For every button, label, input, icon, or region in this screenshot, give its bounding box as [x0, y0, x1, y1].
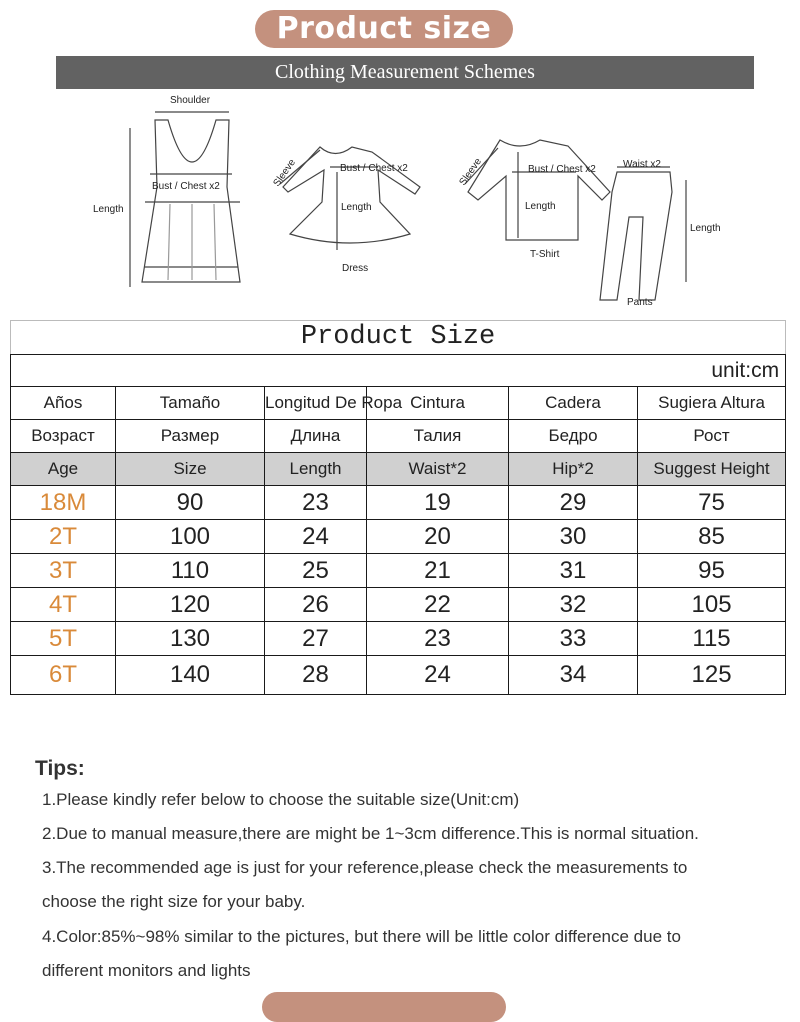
table-cell: 25 [265, 554, 367, 588]
table-cell: 140 [116, 656, 265, 695]
age-cell: 6T [11, 656, 116, 695]
header-cell: Cintura [367, 387, 509, 420]
table-row [11, 622, 786, 656]
table-cell: 31 [509, 554, 638, 588]
unit-label: unit:cm [11, 355, 786, 387]
header-cell: Cadera [509, 387, 638, 420]
table-cell: 100 [116, 520, 265, 554]
header-cell: Размер [116, 420, 265, 453]
pants-waist-label: Waist x2 [623, 159, 661, 170]
pants-name-label: Pants [627, 297, 653, 308]
header-cell: Tamaño [116, 387, 265, 420]
tip-line: 2.Due to manual measure,there are might be 1~3cm difference.This is normal situation. [42, 824, 699, 843]
table-cell: 33 [509, 622, 638, 656]
age-cell: 3T [11, 554, 116, 588]
table-cell: 24 [367, 656, 509, 695]
tips-heading: Tips: [35, 757, 85, 780]
age-cell: 18M [11, 486, 116, 520]
tshirt-sleeve-label: Sleeve [457, 156, 484, 188]
header-cell: Size [116, 453, 265, 486]
header-cell: Longitud De Ropa [265, 387, 367, 420]
table-row [11, 486, 786, 520]
header-cell: Sugiera Altura [638, 387, 786, 420]
table-cell: 75 [638, 486, 786, 520]
header-cell: Hip*2 [509, 453, 638, 486]
tank-length-label: Length [93, 204, 124, 215]
table-row [11, 588, 786, 622]
tank-shoulder-label: Shoulder [170, 95, 211, 106]
header-cell: Талия [367, 420, 509, 453]
table-cell: 90 [116, 486, 265, 520]
header-cell: Возраст [11, 420, 116, 453]
tip-line: 4.Color:85%~98% similar to the pictures, but there will be little color difference due to [42, 927, 681, 946]
dress-sleeve-label: Sleeve [271, 157, 298, 189]
header-cell: Suggest Height [638, 453, 786, 486]
table-cell: 120 [116, 588, 265, 622]
table-cell: 20 [367, 520, 509, 554]
dress-length-label: Length [341, 202, 372, 213]
tshirt-length-label: Length [525, 201, 556, 212]
table-cell: 21 [367, 554, 509, 588]
table-cell: 22 [367, 588, 509, 622]
table-cell: 125 [638, 656, 786, 695]
header-row-russian [11, 420, 786, 453]
size-table [10, 320, 785, 695]
tshirt-name-label: T-Shirt [530, 249, 560, 260]
header-cell: Рост [638, 420, 786, 453]
age-cell: 5T [11, 622, 116, 656]
product-size-banner: Product size [255, 10, 513, 48]
table-cell: 23 [265, 486, 367, 520]
dress-name-label: Dress [342, 263, 369, 274]
table-cell: 95 [638, 554, 786, 588]
header-row-spanish [11, 387, 786, 420]
measurement-diagrams [80, 92, 760, 314]
header-cell: Length [265, 453, 367, 486]
age-cell: 2T [11, 520, 116, 554]
header-cell: Waist*2 [367, 453, 509, 486]
table-cell: 110 [116, 554, 265, 588]
table-cell: 19 [367, 486, 509, 520]
table-cell: 32 [509, 588, 638, 622]
table-cell: 34 [509, 656, 638, 695]
tip-line: 3.The recommended age is just for your reference,please check the measurements to [42, 858, 688, 877]
table-row [11, 554, 786, 588]
header-cell: Age [11, 453, 116, 486]
table-row [11, 520, 786, 554]
tip-line: different monitors and lights [42, 961, 251, 980]
table-cell: 29 [509, 486, 638, 520]
dress-bust-label: Bust / Chest x2 [340, 163, 408, 174]
table-cell: 130 [116, 622, 265, 656]
table-cell: 23 [367, 622, 509, 656]
header-cell: Бедро [509, 420, 638, 453]
pants-length-label: Length [690, 223, 721, 234]
table-row [11, 656, 786, 695]
next-section-banner [262, 992, 506, 1022]
header-cell: Длина [265, 420, 367, 453]
table-cell: 30 [509, 520, 638, 554]
age-cell: 4T [11, 588, 116, 622]
table-cell: 85 [638, 520, 786, 554]
tip-line: choose the right size for your baby. [42, 892, 306, 911]
measurement-scheme-bar: Clothing Measurement Schemes [56, 56, 754, 89]
table-cell: 28 [265, 656, 367, 695]
table-cell: 115 [638, 622, 786, 656]
header-row-english [11, 453, 786, 486]
tank-bust-label: Bust / Chest x2 [152, 181, 220, 192]
table-cell: 27 [265, 622, 367, 656]
table-cell: 24 [265, 520, 367, 554]
table-cell: 105 [638, 588, 786, 622]
tip-line: 1.Please kindly refer below to choose the suitable size(Unit:cm) [42, 790, 520, 809]
header-cell: Años [11, 387, 116, 420]
tshirt-bust-label: Bust / Chest x2 [528, 164, 596, 175]
table-title: Product Size [11, 321, 786, 355]
table-cell: 26 [265, 588, 367, 622]
